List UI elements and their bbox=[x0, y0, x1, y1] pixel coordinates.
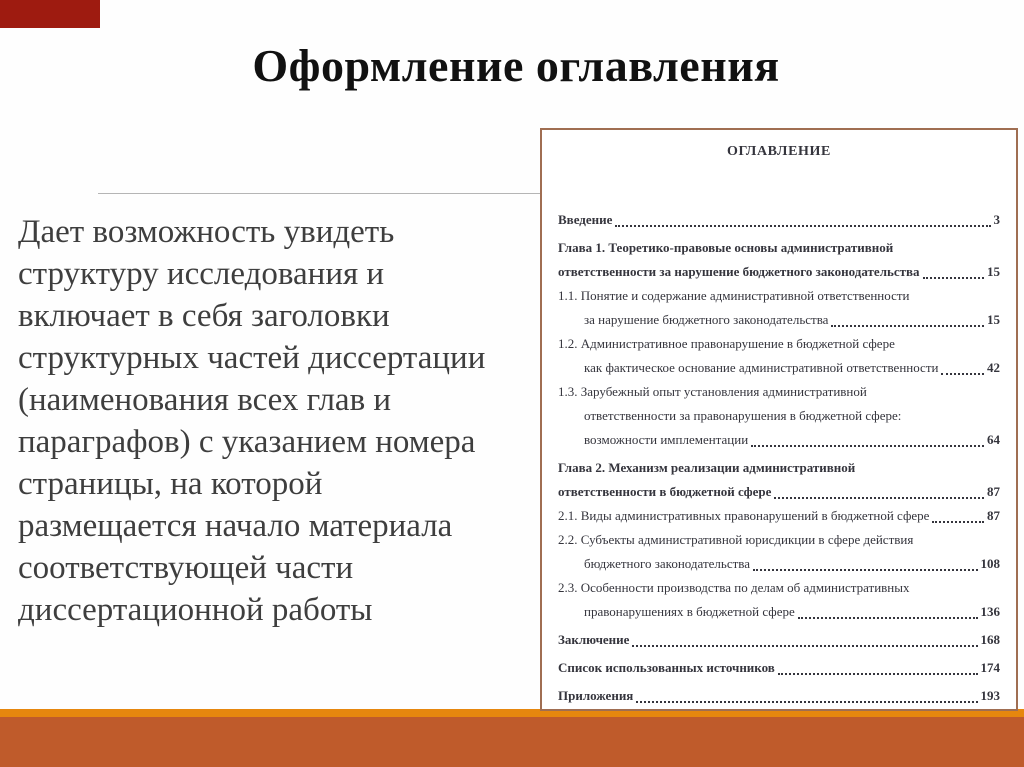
page-title: Оформление оглавления bbox=[252, 40, 780, 91]
toc-entry bbox=[558, 656, 1000, 680]
footer-bar bbox=[0, 717, 1024, 767]
toc-page-number: 15 bbox=[987, 312, 1000, 327]
toc-entry bbox=[558, 356, 1000, 380]
dot-leader bbox=[831, 325, 984, 327]
toc-entry bbox=[558, 380, 1000, 404]
toc-page-number: 136 bbox=[980, 604, 1000, 619]
toc-page-number: 108 bbox=[980, 556, 1000, 571]
toc-entry-text: Глава 1. Теоретико-правовые основы административной bbox=[558, 240, 894, 255]
toc-entry bbox=[558, 332, 1000, 356]
toc-entry bbox=[558, 684, 1000, 708]
toc-page-number: 42 bbox=[987, 360, 1000, 375]
toc-entry-text: Заключение bbox=[558, 632, 630, 647]
toc-entry bbox=[558, 284, 1000, 308]
toc-entry bbox=[558, 480, 1000, 504]
toc-entry-text: 1.2. Административное правонарушение в бюджетной сфере bbox=[558, 336, 895, 351]
toc-page-number: 193 bbox=[980, 688, 1000, 703]
toc-entry bbox=[558, 404, 1000, 428]
toc-entry bbox=[558, 552, 1000, 576]
toc-entries bbox=[558, 208, 1000, 708]
accent-corner-block bbox=[0, 0, 100, 28]
toc-entry-text: ответственности за правонарушения в бюджетной сфере: bbox=[584, 408, 902, 423]
body-text-line: параграфов) с указанием номера bbox=[18, 424, 476, 460]
body-text-line: структурных частей диссертации bbox=[18, 340, 486, 376]
dot-leader bbox=[632, 645, 977, 647]
toc-page-image bbox=[540, 128, 1018, 711]
toc-entry-text: правонарушениях в бюджетной сфере bbox=[584, 604, 795, 619]
toc-entry bbox=[558, 628, 1000, 652]
dot-leader bbox=[798, 617, 978, 619]
toc-entry-text: 1.3. Зарубежный опыт установления административной bbox=[558, 384, 867, 399]
body-text bbox=[18, 211, 548, 631]
toc-entry-text: Список использованных источников bbox=[558, 660, 775, 675]
dot-leader bbox=[932, 521, 984, 523]
toc-page-number: 3 bbox=[993, 212, 1000, 227]
toc-entry-text: 2.1. Виды административных правонарушений в бюджетной сфере bbox=[558, 508, 930, 523]
toc-entry-text: бюджетного законодательства bbox=[584, 556, 751, 571]
dot-leader bbox=[774, 497, 984, 499]
toc-page-number: 87 bbox=[987, 508, 1000, 523]
toc-entry bbox=[558, 236, 1000, 260]
toc-entry-text: ответственности за нарушение бюджетного законодательства bbox=[558, 264, 920, 279]
body-text-line: структуру исследования и bbox=[18, 256, 385, 292]
toc-entry-text: ответственности в бюджетной сфере bbox=[558, 484, 772, 499]
toc-page-number: 174 bbox=[980, 660, 1000, 675]
toc-entry-text: Приложения bbox=[558, 688, 634, 703]
body-text-line: диссертационной работы bbox=[18, 592, 373, 628]
toc-entry bbox=[558, 528, 1000, 552]
toc-entry-text: 2.3. Особенности производства по делам об административных bbox=[558, 580, 910, 595]
toc-entry bbox=[558, 308, 1000, 332]
toc-entry-text: 2.2. Субъекты административной юрисдикции в сфере действия bbox=[558, 532, 914, 547]
toc-entry bbox=[558, 576, 1000, 600]
toc-entry-text: за нарушение бюджетного законодательства bbox=[584, 312, 829, 327]
toc-entry bbox=[558, 208, 1000, 232]
body-text-line: страницы, на которой bbox=[18, 466, 323, 502]
toc-entry bbox=[558, 260, 1000, 284]
body-text-line: соответствующей части bbox=[18, 550, 354, 586]
toc-page-number: 168 bbox=[980, 632, 1000, 647]
dot-leader bbox=[941, 373, 984, 375]
dot-leader bbox=[923, 277, 984, 279]
toc-entry-text: Введение bbox=[558, 212, 613, 227]
toc-page-number: 15 bbox=[987, 264, 1000, 279]
toc-page-number: 64 bbox=[987, 432, 1000, 447]
body-text-line: Дает возможность увидеть bbox=[18, 214, 395, 250]
dot-leader bbox=[615, 225, 990, 227]
dot-leader bbox=[636, 701, 977, 703]
toc-entry bbox=[558, 456, 1000, 480]
dot-leader bbox=[751, 445, 984, 447]
toc-heading: ОГЛАВЛЕНИЕ bbox=[727, 144, 831, 159]
dot-leader bbox=[778, 673, 978, 675]
toc-entry bbox=[558, 504, 1000, 528]
toc-entry-text: как фактическое основание административной ответственности bbox=[584, 360, 939, 375]
body-text-line: включает в себя заголовки bbox=[18, 298, 390, 334]
toc-entry-text: Глава 2. Механизм реализации административной bbox=[558, 460, 856, 475]
body-text-line: размещается начало материала bbox=[18, 508, 453, 544]
dot-leader bbox=[753, 569, 977, 571]
toc-entry-text: 1.1. Понятие и содержание административной ответственности bbox=[558, 288, 910, 303]
toc-entry-text: возможности имплементации bbox=[584, 432, 749, 447]
toc-page-number: 87 bbox=[987, 484, 1000, 499]
toc-entry bbox=[558, 600, 1000, 624]
body-text-line: (наименования всех глав и bbox=[18, 382, 392, 418]
toc-entry bbox=[558, 428, 1000, 452]
